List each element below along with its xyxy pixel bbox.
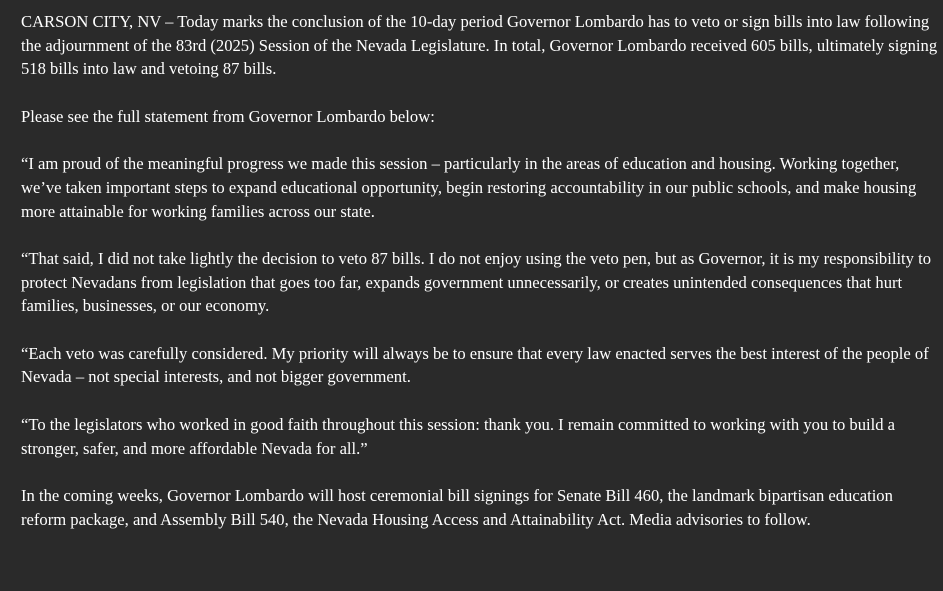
quote-paragraph-priority: “Each veto was carefully considered. My priority will always be to ensure that every law enacted serves the best interest of the people of Nevada – not special interests, and not bigger government.	[21, 343, 929, 387]
quote-paragraph-thanks: “To the legislators who worked in good faith throughout this session: thank you. I remain committed to working with you to build a stronger, safer, and more affordable Nevada for all.”	[21, 414, 896, 458]
quote-paragraph-progress: “I am proud of the meaningful progress we made this session – particularly in the areas of education and housing. Working together, we’ve taken important steps to expand educational opportunity, begin restoring accountability in our public schools, and make housing more attainable for working families across our state.	[21, 154, 917, 221]
closing-paragraph: In the coming weeks, Governor Lombardo will host ceremonial bill signings for Senate Bill 460, the landmark bipartisan education reform package, and Assembly Bill 540, the Nevada Housing Access and Attainability Act. Media advisories to follow.	[21, 485, 893, 529]
quote-paragraph-veto: “That said, I did not take lightly the decision to veto 87 bills. I do not enjoy using the veto pen, but as Governor, it is my responsibility to protect Nevadans from legislation that goes too far, expands government unnecessarily, or creates unintended consequences that hurt families, businesses, or our economy.	[21, 248, 932, 316]
statement-lead-in: Please see the full statement from Governor Lombardo below:	[21, 106, 435, 126]
intro-paragraph: CARSON CITY, NV – Today marks the conclusion of the 10-day period Governor Lombardo has to veto or sign bills into law following the adjournment of the 83rd (2025) Session of the Nevada Legislature. In total, Governor Lombardo received 605 bills, ultimately signing 518 bills into law and vetoing 87 bills.	[21, 12, 938, 79]
